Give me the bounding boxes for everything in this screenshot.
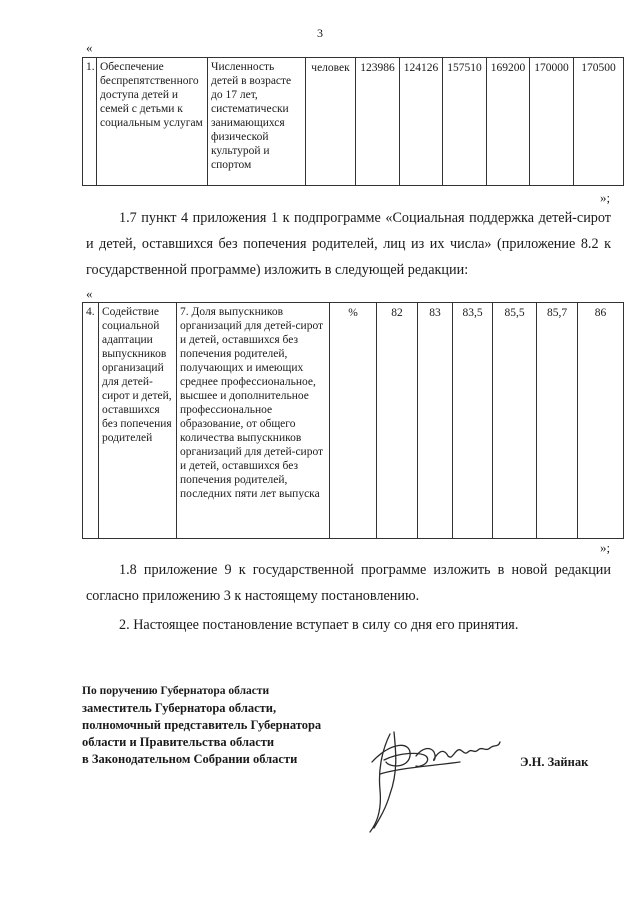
value-cell: 85,7: [537, 303, 578, 539]
paragraph-2: 2. Настоящее постановление вступает в силу со дня его принятия.: [119, 617, 519, 633]
value-cell: 83,5: [453, 303, 493, 539]
value-cell: 157510: [443, 58, 487, 186]
page-number: 3: [317, 26, 323, 40]
value-cell: 83: [418, 303, 453, 539]
open-quote-1: «: [86, 40, 93, 55]
row-number: 4.: [83, 303, 99, 539]
close-quote-1: »;: [600, 190, 611, 205]
task-cell: Обеспечение беспрепятственного доступа детей и семей с детьми к социальным услугам: [97, 58, 208, 186]
value-cell: 169200: [487, 58, 530, 186]
row-number: 1.: [83, 58, 97, 186]
signature-line: в Законодательном Собрании области: [82, 752, 298, 766]
handwritten-signature: [360, 722, 510, 842]
indicator-cell: 7. Доля выпускников организаций для детей-сирот и детей, оставшихся без попечения родителей, получающих и имеющих среднее профессиональное, высшее и дополнительное профессиональное образование, от общего количества выпускников организаций для детей-сирот и детей, оставшихся без попечения родителей, последних пяти лет выпуска: [177, 303, 330, 539]
table-program-indicators-1: [82, 57, 624, 186]
value-cell: 86: [578, 303, 624, 539]
value-cell: 123986: [356, 58, 400, 186]
signature-block: [82, 683, 382, 768]
value-cell: 85,5: [493, 303, 537, 539]
value-cell: 170000: [530, 58, 574, 186]
open-quote-2: «: [86, 286, 93, 301]
paragraph-1-7: 1.7 пункт 4 приложения 1 к подпрограмме «Социальная поддержка детей-сирот и детей, оставшихся без попечения родителей, лиц из их числа» (приложение 8.2 к государственной программе) изложить в следующей редакции:: [86, 210, 611, 278]
unit-cell: %: [330, 303, 377, 539]
table-program-indicators-2: [82, 302, 624, 539]
signature-line: По поручению Губернатора области: [82, 685, 270, 697]
value-cell: 124126: [400, 58, 443, 186]
unit-cell: человек: [306, 58, 356, 186]
signature-line: заместитель Губернатора области,: [82, 701, 277, 715]
table-row: [83, 303, 624, 539]
table-row: [83, 58, 624, 186]
task-cell: Содействие социальной адаптации выпускников организаций для детей-сирот и детей, оставшихся без попечения родителей: [99, 303, 177, 539]
signature-line: области и Правительства области: [82, 735, 275, 749]
signature-line: полномочный представитель Губернатора: [82, 718, 322, 732]
signatory-name: Э.Н. Зайнак: [520, 755, 589, 769]
value-cell: 82: [377, 303, 418, 539]
indicator-cell: Численность детей в возрасте до 17 лет, систематически занимающихся физической культурой и спортом: [208, 58, 306, 186]
paragraph-1-8: 1.8 приложение 9 к государственной программе изложить в новой редакции согласно приложению 3 к настоящему постановлению.: [86, 562, 611, 604]
value-cell: 170500: [574, 58, 624, 186]
close-quote-2: »;: [600, 540, 611, 555]
